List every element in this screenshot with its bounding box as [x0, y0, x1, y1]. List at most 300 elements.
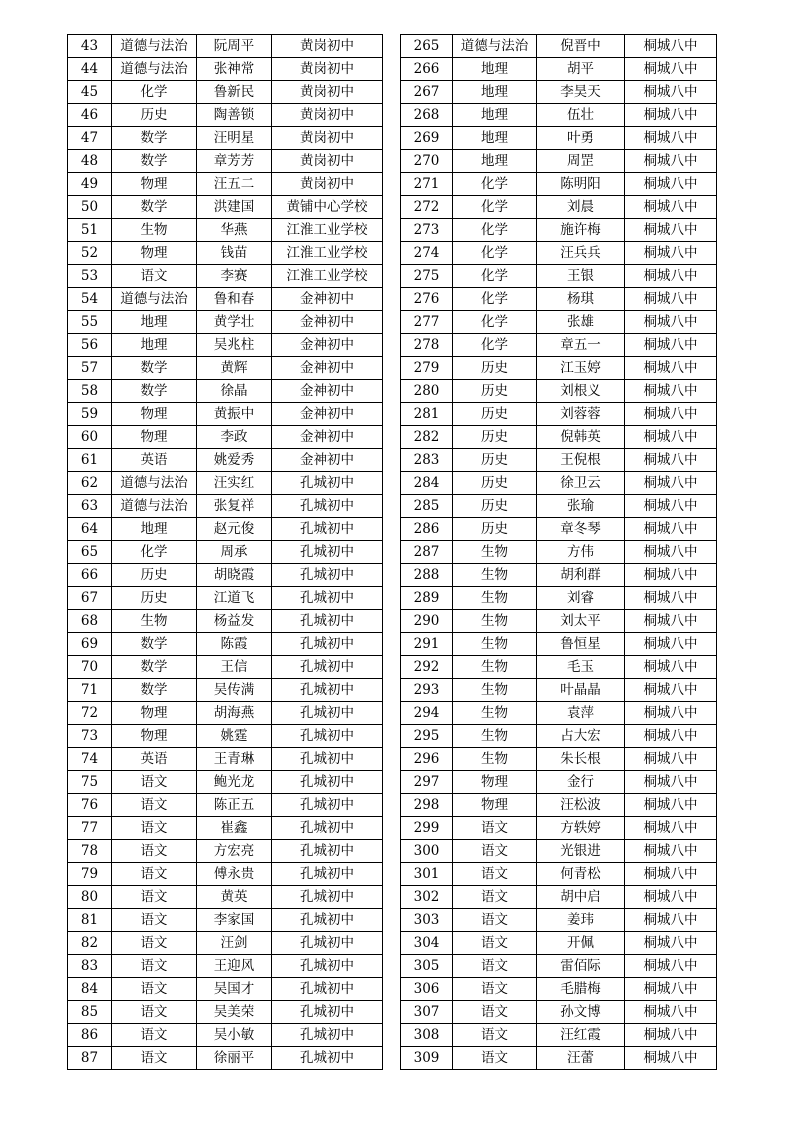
- row-number: 74: [68, 748, 112, 771]
- table-row: [68, 357, 383, 380]
- school-cell: 桐城八中: [625, 817, 717, 840]
- row-number: 69: [68, 633, 112, 656]
- subject-cell: 生物: [453, 610, 537, 633]
- subject-cell: 语文: [112, 817, 197, 840]
- row-number: 272: [401, 196, 453, 219]
- subject-cell: 化学: [453, 288, 537, 311]
- school-cell: 桐城八中: [625, 173, 717, 196]
- table-row: [68, 242, 383, 265]
- table-row: [401, 288, 717, 311]
- subject-cell: 道德与法治: [112, 472, 197, 495]
- row-number: 289: [401, 587, 453, 610]
- school-cell: 黄岗初中: [272, 35, 383, 58]
- name-cell: 倪韩英: [537, 426, 625, 449]
- table-row: [68, 288, 383, 311]
- name-cell: 方伟: [537, 541, 625, 564]
- name-cell: 吴国才: [197, 978, 272, 1001]
- row-number: 276: [401, 288, 453, 311]
- subject-cell: 语文: [112, 886, 197, 909]
- subject-cell: 生物: [453, 587, 537, 610]
- row-number: 81: [68, 909, 112, 932]
- row-number: 279: [401, 357, 453, 380]
- row-number: 273: [401, 219, 453, 242]
- school-cell: 桐城八中: [625, 265, 717, 288]
- name-cell: 章冬琴: [537, 518, 625, 541]
- table-row: [401, 932, 717, 955]
- name-cell: 鲁新民: [197, 81, 272, 104]
- subject-cell: 语文: [112, 1047, 197, 1070]
- table-row: [401, 518, 717, 541]
- subject-cell: 英语: [112, 449, 197, 472]
- table-row: [68, 771, 383, 794]
- table-row: [401, 357, 717, 380]
- name-cell: 吴传满: [197, 679, 272, 702]
- subject-cell: 道德与法治: [112, 35, 197, 58]
- school-cell: 孔城初中: [272, 725, 383, 748]
- name-cell: 周罡: [537, 150, 625, 173]
- school-cell: 孔城初中: [272, 978, 383, 1001]
- name-cell: 刘晨: [537, 196, 625, 219]
- subject-cell: 化学: [453, 334, 537, 357]
- name-cell: 周承: [197, 541, 272, 564]
- name-cell: 刘太平: [537, 610, 625, 633]
- name-cell: 张瑜: [537, 495, 625, 518]
- name-cell: 李昊天: [537, 81, 625, 104]
- table-row: [401, 380, 717, 403]
- name-cell: 伍壮: [537, 104, 625, 127]
- row-number: 288: [401, 564, 453, 587]
- school-cell: 孔城初中: [272, 656, 383, 679]
- name-cell: 姜玮: [537, 909, 625, 932]
- subject-cell: 道德与法治: [453, 35, 537, 58]
- name-cell: 王青琳: [197, 748, 272, 771]
- school-cell: 桐城八中: [625, 242, 717, 265]
- name-cell: 倪晋中: [537, 35, 625, 58]
- school-cell: 桐城八中: [625, 1024, 717, 1047]
- name-cell: 汪明星: [197, 127, 272, 150]
- table-row: [68, 1024, 383, 1047]
- name-cell: 王倪根: [537, 449, 625, 472]
- name-cell: 光银进: [537, 840, 625, 863]
- table-row: [401, 150, 717, 173]
- school-cell: 孔城初中: [272, 702, 383, 725]
- table-row: [68, 863, 383, 886]
- school-cell: 孔城初中: [272, 840, 383, 863]
- row-number: 274: [401, 242, 453, 265]
- school-cell: 金神初中: [272, 357, 383, 380]
- subject-cell: 化学: [112, 81, 197, 104]
- subject-cell: 物理: [112, 426, 197, 449]
- school-cell: 桐城八中: [625, 58, 717, 81]
- school-cell: 黄岗初中: [272, 173, 383, 196]
- row-number: 66: [68, 564, 112, 587]
- school-cell: 孔城初中: [272, 610, 383, 633]
- school-cell: 金神初中: [272, 311, 383, 334]
- table-row: [401, 403, 717, 426]
- school-cell: 桐城八中: [625, 702, 717, 725]
- name-cell: 陈正五: [197, 794, 272, 817]
- row-number: 54: [68, 288, 112, 311]
- subject-cell: 语文: [453, 817, 537, 840]
- name-cell: 章五一: [537, 334, 625, 357]
- subject-cell: 地理: [453, 58, 537, 81]
- table-row: [401, 495, 717, 518]
- subject-cell: 地理: [453, 150, 537, 173]
- name-cell: 汪五二: [197, 173, 272, 196]
- school-cell: 桐城八中: [625, 794, 717, 817]
- table-row: [401, 748, 717, 771]
- school-cell: 金神初中: [272, 403, 383, 426]
- table-row: [68, 610, 383, 633]
- school-cell: 孔城初中: [272, 817, 383, 840]
- row-number: 45: [68, 81, 112, 104]
- row-number: 286: [401, 518, 453, 541]
- school-cell: 孔城初中: [272, 1024, 383, 1047]
- table-row: [68, 564, 383, 587]
- subject-cell: 历史: [112, 587, 197, 610]
- name-cell: 汪蕾: [537, 1047, 625, 1070]
- school-cell: 孔城初中: [272, 748, 383, 771]
- table-row: [68, 587, 383, 610]
- row-number: 72: [68, 702, 112, 725]
- name-cell: 李家国: [197, 909, 272, 932]
- table-row: [401, 242, 717, 265]
- school-cell: 桐城八中: [625, 932, 717, 955]
- subject-cell: 语文: [112, 265, 197, 288]
- subject-cell: 语文: [453, 1024, 537, 1047]
- name-cell: 金行: [537, 771, 625, 794]
- row-number: 283: [401, 449, 453, 472]
- name-cell: 王迎风: [197, 955, 272, 978]
- school-cell: 孔城初中: [272, 1001, 383, 1024]
- row-number: 87: [68, 1047, 112, 1070]
- row-number: 307: [401, 1001, 453, 1024]
- name-cell: 汪剑: [197, 932, 272, 955]
- row-number: 50: [68, 196, 112, 219]
- table-row: [401, 472, 717, 495]
- row-number: 63: [68, 495, 112, 518]
- subject-cell: 语文: [453, 909, 537, 932]
- subject-cell: 历史: [453, 403, 537, 426]
- table-row: [401, 127, 717, 150]
- subject-cell: 化学: [453, 196, 537, 219]
- school-cell: 桐城八中: [625, 403, 717, 426]
- table-row: [68, 748, 383, 771]
- table-row: [401, 725, 717, 748]
- table-row: [68, 449, 383, 472]
- row-number: 280: [401, 380, 453, 403]
- school-cell: 桐城八中: [625, 679, 717, 702]
- school-cell: 桐城八中: [625, 127, 717, 150]
- subject-cell: 英语: [112, 748, 197, 771]
- school-cell: 桐城八中: [625, 104, 717, 127]
- school-cell: 孔城初中: [272, 495, 383, 518]
- school-cell: 桐城八中: [625, 35, 717, 58]
- subject-cell: 地理: [112, 518, 197, 541]
- table-row: [401, 311, 717, 334]
- name-cell: 胡中启: [537, 886, 625, 909]
- row-number: 282: [401, 426, 453, 449]
- table-row: [401, 955, 717, 978]
- school-cell: 桐城八中: [625, 587, 717, 610]
- row-number: 304: [401, 932, 453, 955]
- table-row: [68, 1001, 383, 1024]
- name-cell: 姚霆: [197, 725, 272, 748]
- subject-cell: 历史: [453, 518, 537, 541]
- row-number: 76: [68, 794, 112, 817]
- name-cell: 汪松波: [537, 794, 625, 817]
- subject-cell: 历史: [453, 495, 537, 518]
- name-cell: 雷佰际: [537, 955, 625, 978]
- subject-cell: 语文: [112, 771, 197, 794]
- name-cell: 毛腊梅: [537, 978, 625, 1001]
- table-row: [68, 472, 383, 495]
- row-number: 85: [68, 1001, 112, 1024]
- name-cell: 黄辉: [197, 357, 272, 380]
- row-number: 67: [68, 587, 112, 610]
- name-cell: 鲁和春: [197, 288, 272, 311]
- school-cell: 孔城初中: [272, 794, 383, 817]
- table-row: [401, 909, 717, 932]
- school-cell: 孔城初中: [272, 633, 383, 656]
- subject-cell: 生物: [453, 633, 537, 656]
- subject-cell: 物理: [453, 794, 537, 817]
- subject-cell: 化学: [112, 541, 197, 564]
- table-row: [68, 1047, 383, 1070]
- name-cell: 毛玉: [537, 656, 625, 679]
- school-cell: 桐城八中: [625, 495, 717, 518]
- subject-cell: 数学: [112, 357, 197, 380]
- subject-cell: 道德与法治: [112, 288, 197, 311]
- subject-cell: 语文: [453, 1001, 537, 1024]
- name-cell: 方轶婷: [537, 817, 625, 840]
- row-number: 302: [401, 886, 453, 909]
- name-cell: 胡利群: [537, 564, 625, 587]
- table-row: [68, 978, 383, 1001]
- name-cell: 陈霞: [197, 633, 272, 656]
- subject-cell: 数学: [112, 633, 197, 656]
- table-row: [68, 840, 383, 863]
- subject-cell: 道德与法治: [112, 495, 197, 518]
- table-row: [68, 196, 383, 219]
- subject-cell: 数学: [112, 656, 197, 679]
- school-cell: 孔城初中: [272, 909, 383, 932]
- table-row: [401, 58, 717, 81]
- school-cell: 桐城八中: [625, 334, 717, 357]
- subject-cell: 物理: [112, 173, 197, 196]
- school-cell: 孔城初中: [272, 955, 383, 978]
- name-cell: 李政: [197, 426, 272, 449]
- subject-cell: 化学: [453, 242, 537, 265]
- table-row: [68, 932, 383, 955]
- row-number: 297: [401, 771, 453, 794]
- table-row: [401, 1047, 717, 1070]
- row-number: 86: [68, 1024, 112, 1047]
- subject-cell: 道德与法治: [112, 58, 197, 81]
- subject-cell: 历史: [112, 104, 197, 127]
- name-cell: 陈明阳: [537, 173, 625, 196]
- table-row: [68, 794, 383, 817]
- row-number: 56: [68, 334, 112, 357]
- table-row: [401, 1001, 717, 1024]
- school-cell: 孔城初中: [272, 518, 383, 541]
- school-cell: 桐城八中: [625, 196, 717, 219]
- row-number: 46: [68, 104, 112, 127]
- row-number: 301: [401, 863, 453, 886]
- school-cell: 桐城八中: [625, 150, 717, 173]
- row-number: 60: [68, 426, 112, 449]
- school-cell: 桐城八中: [625, 219, 717, 242]
- school-cell: 黄岗初中: [272, 150, 383, 173]
- row-number: 268: [401, 104, 453, 127]
- table-row: [68, 35, 383, 58]
- table-row: [401, 219, 717, 242]
- subject-cell: 语文: [112, 909, 197, 932]
- row-number: 267: [401, 81, 453, 104]
- row-number: 281: [401, 403, 453, 426]
- table-row: [68, 679, 383, 702]
- table-row: [401, 886, 717, 909]
- name-cell: 洪建国: [197, 196, 272, 219]
- school-cell: 金神初中: [272, 288, 383, 311]
- name-cell: 汪实红: [197, 472, 272, 495]
- school-cell: 桐城八中: [625, 863, 717, 886]
- subject-cell: 语文: [112, 863, 197, 886]
- subject-cell: 历史: [453, 380, 537, 403]
- name-cell: 王银: [537, 265, 625, 288]
- school-cell: 桐城八中: [625, 449, 717, 472]
- subject-cell: 化学: [453, 311, 537, 334]
- row-number: 298: [401, 794, 453, 817]
- school-cell: 桐城八中: [625, 564, 717, 587]
- table-row: [401, 564, 717, 587]
- subject-cell: 生物: [453, 541, 537, 564]
- row-number: 271: [401, 173, 453, 196]
- row-number: 47: [68, 127, 112, 150]
- table-row: [68, 104, 383, 127]
- school-cell: 黄岗初中: [272, 127, 383, 150]
- school-cell: 桐城八中: [625, 909, 717, 932]
- name-cell: 姚爱秀: [197, 449, 272, 472]
- school-cell: 桐城八中: [625, 771, 717, 794]
- table-row: [68, 311, 383, 334]
- table-row: [401, 679, 717, 702]
- name-cell: 叶勇: [537, 127, 625, 150]
- table-row: [68, 725, 383, 748]
- row-number: 294: [401, 702, 453, 725]
- row-number: 48: [68, 150, 112, 173]
- school-cell: 桐城八中: [625, 748, 717, 771]
- name-cell: 吴兆柱: [197, 334, 272, 357]
- name-cell: 徐晶: [197, 380, 272, 403]
- subject-cell: 化学: [453, 173, 537, 196]
- subject-cell: 语文: [453, 840, 537, 863]
- subject-cell: 历史: [112, 564, 197, 587]
- name-cell: 孙文博: [537, 1001, 625, 1024]
- subject-cell: 地理: [453, 127, 537, 150]
- school-cell: 金神初中: [272, 426, 383, 449]
- row-number: 295: [401, 725, 453, 748]
- row-number: 73: [68, 725, 112, 748]
- school-cell: 黄岗初中: [272, 58, 383, 81]
- subject-cell: 物理: [112, 725, 197, 748]
- school-cell: 桐城八中: [625, 725, 717, 748]
- name-cell: 方宏亮: [197, 840, 272, 863]
- table-row: [401, 633, 717, 656]
- row-number: 53: [68, 265, 112, 288]
- row-number: 287: [401, 541, 453, 564]
- name-cell: 叶晶晶: [537, 679, 625, 702]
- school-cell: 金神初中: [272, 334, 383, 357]
- name-cell: 鲍光龙: [197, 771, 272, 794]
- table-row: [68, 127, 383, 150]
- row-number: 43: [68, 35, 112, 58]
- subject-cell: 语文: [112, 794, 197, 817]
- table-row: [68, 58, 383, 81]
- subject-cell: 物理: [112, 403, 197, 426]
- row-number: 61: [68, 449, 112, 472]
- name-cell: 杨益发: [197, 610, 272, 633]
- row-number: 265: [401, 35, 453, 58]
- name-cell: 黄学壮: [197, 311, 272, 334]
- name-cell: 华燕: [197, 219, 272, 242]
- school-cell: 孔城初中: [272, 886, 383, 909]
- table-row: [68, 81, 383, 104]
- name-cell: 章芳芳: [197, 150, 272, 173]
- table-row: [68, 173, 383, 196]
- school-cell: 孔城初中: [272, 587, 383, 610]
- row-number: 80: [68, 886, 112, 909]
- subject-cell: 地理: [112, 311, 197, 334]
- row-number: 78: [68, 840, 112, 863]
- table-row: [68, 656, 383, 679]
- subject-cell: 物理: [112, 242, 197, 265]
- row-number: 270: [401, 150, 453, 173]
- school-cell: 桐城八中: [625, 380, 717, 403]
- subject-cell: 数学: [112, 380, 197, 403]
- table-row: [68, 886, 383, 909]
- table-row: [401, 656, 717, 679]
- subject-cell: 语文: [112, 1001, 197, 1024]
- name-cell: 李赛: [197, 265, 272, 288]
- row-number: 70: [68, 656, 112, 679]
- name-cell: 何青松: [537, 863, 625, 886]
- subject-cell: 地理: [112, 334, 197, 357]
- row-number: 52: [68, 242, 112, 265]
- school-cell: 江淮工业学校: [272, 219, 383, 242]
- row-number: 55: [68, 311, 112, 334]
- table-row: [401, 840, 717, 863]
- table-row: [401, 610, 717, 633]
- school-cell: 桐城八中: [625, 288, 717, 311]
- subject-cell: 语文: [453, 932, 537, 955]
- roster-table-right-body: [401, 35, 717, 1070]
- name-cell: 张雄: [537, 311, 625, 334]
- subject-cell: 数学: [112, 196, 197, 219]
- school-cell: 桐城八中: [625, 311, 717, 334]
- table-row: [401, 449, 717, 472]
- school-cell: 桐城八中: [625, 81, 717, 104]
- row-number: 84: [68, 978, 112, 1001]
- school-cell: 孔城初中: [272, 472, 383, 495]
- subject-cell: 语文: [453, 1047, 537, 1070]
- table-row: [401, 81, 717, 104]
- name-cell: 徐卫云: [537, 472, 625, 495]
- name-cell: 傅永贵: [197, 863, 272, 886]
- school-cell: 桐城八中: [625, 656, 717, 679]
- school-cell: 桐城八中: [625, 886, 717, 909]
- table-row: [401, 173, 717, 196]
